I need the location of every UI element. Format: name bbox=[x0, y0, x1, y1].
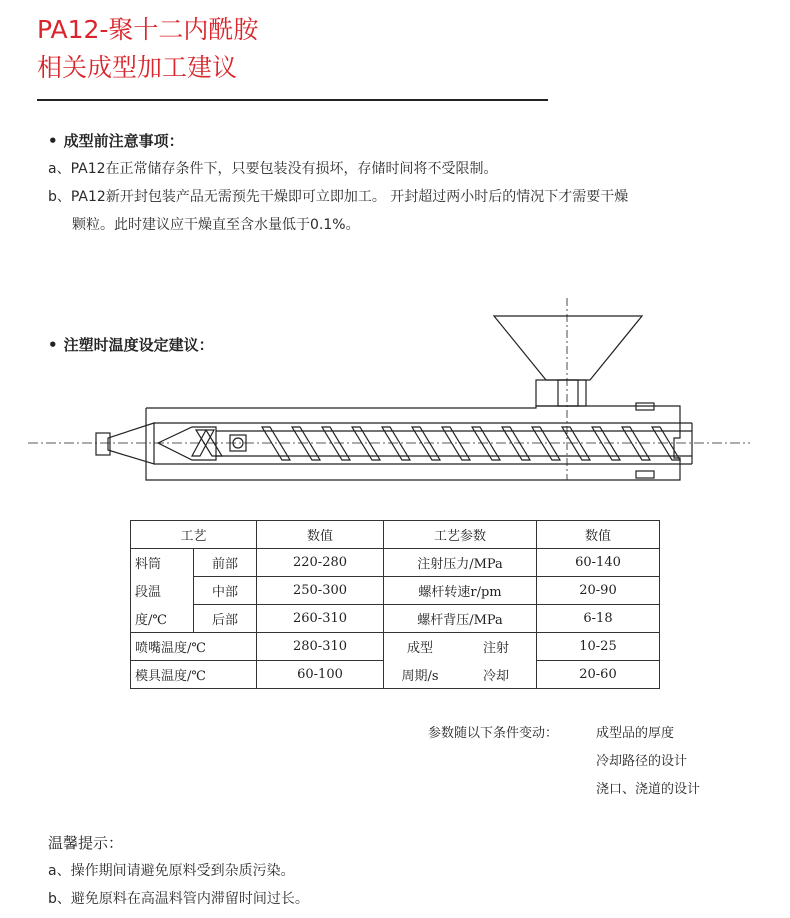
notes-item: 浇口、浇道的设计 bbox=[596, 782, 701, 797]
zone-value: 220-280 bbox=[257, 549, 384, 577]
tips-item: b、避免原料在高温料管内滞留时间过长。 bbox=[48, 891, 309, 907]
param-value: 6-18 bbox=[537, 605, 660, 633]
process-parameter-table bbox=[130, 520, 660, 689]
param-label: 螺杆背压/MPa bbox=[384, 605, 537, 633]
pre-molding-item-b-cont: 颗粒。此时建议应干燥直至含水量低于0.1%。 bbox=[72, 217, 360, 233]
notes-item: 冷却路径的设计 bbox=[596, 754, 688, 769]
table-row bbox=[131, 661, 660, 689]
section-heading: 注塑时温度设定建议： bbox=[63, 336, 214, 354]
cycle-injection-label: 注射 bbox=[482, 641, 509, 657]
param-label: 螺杆转速r/pm bbox=[384, 577, 537, 605]
table-header-cell: 数值 bbox=[257, 521, 384, 549]
param-label: 注射压力/MPa bbox=[384, 549, 537, 577]
mold-temp-value: 60-100 bbox=[257, 661, 384, 689]
nozzle-temp-value: 280-310 bbox=[257, 633, 384, 661]
table-row bbox=[131, 577, 660, 605]
table-header-cell: 工艺参数 bbox=[384, 521, 537, 549]
bullet-icon: • bbox=[48, 132, 58, 150]
cycle-label: 周期/s bbox=[401, 668, 439, 684]
tips-item: a、操作期间请避免原料受到杂质污染。 bbox=[48, 863, 295, 879]
cycle-cooling-label: 冷却 bbox=[482, 668, 509, 684]
param-value: 60-140 bbox=[537, 549, 660, 577]
table-row bbox=[131, 605, 660, 633]
table-header-row bbox=[131, 521, 660, 549]
zone-label: 后部 bbox=[194, 605, 257, 633]
param-value: 20-90 bbox=[537, 577, 660, 605]
screw-flights bbox=[192, 427, 680, 460]
table-header-cell: 工艺 bbox=[131, 521, 257, 549]
section-heading: 成型前注意事项： bbox=[63, 132, 184, 150]
bullet-icon: • bbox=[48, 336, 58, 354]
zone-label: 中部 bbox=[194, 577, 257, 605]
cycle-label: 成型 bbox=[406, 641, 433, 657]
page-title-line-2: 相关成型加工建议 bbox=[37, 53, 238, 82]
table-row bbox=[131, 633, 660, 661]
title-divider bbox=[37, 99, 548, 101]
page-title-line-1: PA12-聚十二内酰胺 bbox=[37, 15, 259, 44]
notes-lead: 参数随以下条件变动： bbox=[428, 726, 559, 741]
nozzle-temp-label: 喷嘴温度/℃ bbox=[131, 633, 257, 661]
pre-molding-item-a: a、PA12在正常储存条件下，只要包装没有损坏，存储时间将不受限制。 bbox=[48, 161, 498, 177]
injection-machine-diagram bbox=[0, 290, 790, 490]
tips-heading: 温馨提示： bbox=[48, 834, 124, 852]
barrel-label: 料筒 bbox=[131, 549, 194, 577]
zone-label: 前部 bbox=[194, 549, 257, 577]
hopper-icon bbox=[494, 316, 642, 380]
section-pre-molding bbox=[48, 130, 184, 151]
zone-value: 260-310 bbox=[257, 605, 384, 633]
table-header-cell: 数值 bbox=[537, 521, 660, 549]
barrel-label: 段温 bbox=[131, 577, 194, 605]
mold-temp-label: 模具温度/℃ bbox=[131, 661, 257, 689]
table-row bbox=[131, 549, 660, 577]
notes-item: 成型品的厚度 bbox=[596, 726, 675, 741]
cycle-cooling-value: 20-60 bbox=[537, 661, 660, 689]
cycle-cell bbox=[384, 661, 537, 689]
cycle-injection-value: 10-25 bbox=[537, 633, 660, 661]
nozzle-icon bbox=[108, 423, 154, 464]
barrel-label: 度/℃ bbox=[131, 605, 194, 633]
zone-value: 250-300 bbox=[257, 577, 384, 605]
pre-molding-item-b: b、PA12新开封包装产品无需预先干燥即可立即加工。 开封超过两小时后的情况下才需要干燥 bbox=[48, 189, 629, 205]
cycle-cell bbox=[384, 633, 537, 661]
